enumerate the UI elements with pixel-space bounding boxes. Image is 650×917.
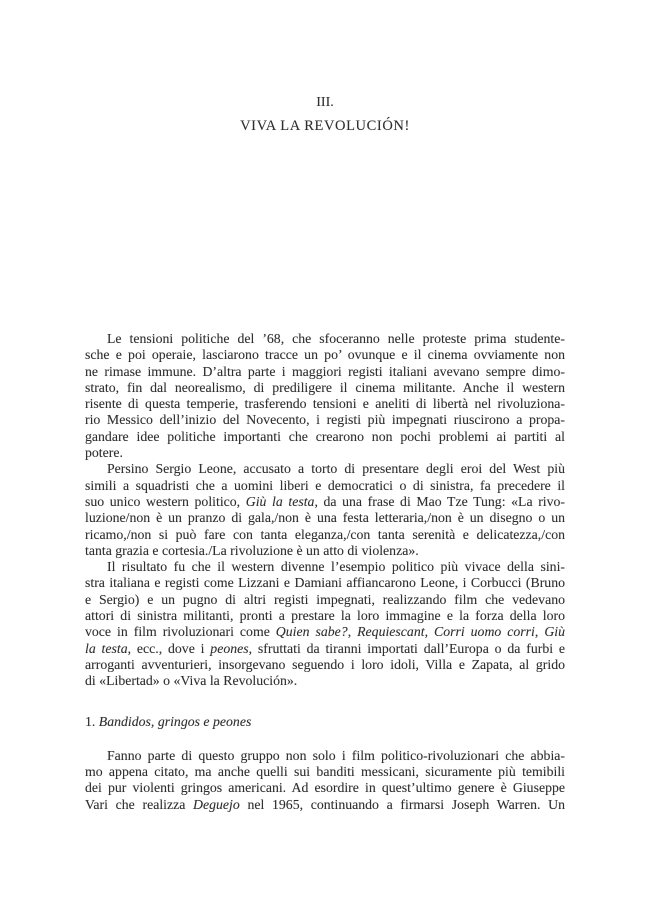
italic-text-segment: Bandidos, gringos e peones <box>98 713 252 729</box>
text-segment: dei pur violenti gringos americani. Ad esordire in quest’ultimo genere è Giuseppe <box>85 780 565 796</box>
text-line <box>85 412 565 428</box>
text-line <box>85 797 565 813</box>
italic-text-segment: Corri uomo corri <box>434 624 535 640</box>
italic-text-segment: peones <box>210 640 249 656</box>
text-line <box>85 461 565 477</box>
text-line <box>85 780 565 796</box>
text-segment: mo appena citato, ma anche quelli sui banditi messicani, sicuramente più temibili <box>85 764 565 780</box>
italic-text-segment: Giù <box>544 624 565 640</box>
text-segment: nel 1965, continuando a firmarsi Joseph Warren. Un <box>239 796 565 812</box>
text-line <box>85 429 565 445</box>
text-segment: e Sergio) e un pugno di altri registi impegnati, realizzando film che vedevano <box>85 591 565 607</box>
text-segment: attori di sinistra militanti, pronti a prestare la loro immagine e la forza della loro <box>85 608 565 624</box>
text-line <box>85 347 565 363</box>
text-segment: ne rimase immune. D’altra parte i maggiori registi italiani avevano sempre dimo- <box>85 363 565 379</box>
text-segment: suo unico western politico, <box>85 493 246 509</box>
text-line <box>85 673 565 689</box>
text-line <box>85 575 565 591</box>
text-line <box>85 764 565 780</box>
text-segment: Fanno parte di questo gruppo non solo i film politico-rivoluzionari che abbia- <box>107 747 565 763</box>
text-segment: , ecc., dove i <box>127 640 211 656</box>
text-segment: , <box>347 624 358 640</box>
text-segment: strato, fin dal neorealismo, di prediligere il cinema militante. Anche il western <box>85 379 565 395</box>
text-line <box>85 592 565 608</box>
italic-text-segment: la testa <box>85 640 128 656</box>
text-segment: tanta grazia e cortesia./La rivoluzione è un atto di violenza». <box>85 542 419 558</box>
text-line <box>85 657 565 673</box>
text-segment: Vari che realizza <box>85 796 194 812</box>
text-segment: arroganti avventurieri, insorgevano seguendo i loro idoli, Villa e Zapata, al grido <box>85 656 565 672</box>
text-line <box>85 641 565 657</box>
text-segment: risente di questa temperie, trasferendo tensioni e aneliti di libertà nel rivoluziona- <box>85 396 565 412</box>
italic-text-segment: Quien sabe? <box>275 624 348 640</box>
text-segment: rio Messico dell’inizio del Novecento, i registi più impegnati riuscirono a propa- <box>85 412 565 428</box>
text-segment: Il risultato fu che il western divenne l’esempio politico più vivace della sini- <box>107 559 565 575</box>
section-heading <box>85 714 565 730</box>
text-segment: stra italiana e registi come Lizzani e Damiani affiancarono Leone, i Corbucci (Bruno <box>85 575 565 591</box>
paragraph <box>85 559 565 689</box>
text-line <box>85 494 565 510</box>
chapter-title: VIVA LA REVOLUCIÓN! <box>240 118 410 134</box>
text-line <box>85 608 565 624</box>
text-segment: potere. <box>85 445 123 461</box>
text-segment: sche e poi operaie, lasciarono tracce un po’ ovunque e il cinema ovviamente non <box>85 347 565 363</box>
text-segment: simili a squadristi che a uomini liberi e democratici o di sinistra, fa precedere il <box>85 477 565 493</box>
text-segment: , <box>424 624 434 640</box>
text-line <box>85 559 565 575</box>
text-line <box>85 527 565 543</box>
italic-text-segment: Giù la testa <box>245 493 315 509</box>
text-line <box>85 331 565 347</box>
italic-text-segment: Requiescant <box>357 624 425 640</box>
text-segment: , sfruttati da tiranni importati dall’Europa o da furbi e <box>248 640 565 656</box>
text-segment: luzione/non è un pranzo di gala,/non è una festa letteraria,/non è un disegno o un <box>85 510 565 526</box>
text-line <box>85 748 565 764</box>
paragraph <box>85 748 565 813</box>
text-segment: 1. <box>85 713 99 729</box>
paragraph <box>85 461 565 559</box>
text-segment: ricamo,/non si può fare con tanta eleganza,/con tanta serenità e delicatezza,/con <box>85 526 565 542</box>
chapter-number: III. <box>316 95 334 110</box>
text-segment: , <box>534 624 545 640</box>
text-segment: , da una frase di Mao Tze Tung: «La rivo- <box>314 493 565 509</box>
text-line <box>85 543 565 559</box>
text-line <box>85 510 565 526</box>
text-segment: voce in film rivoluzionari come <box>85 624 276 640</box>
text-segment: Le tensioni politiche del ’68, che sfoceranno nelle proteste prima studente- <box>107 331 565 346</box>
text-line <box>85 380 565 396</box>
text-segment: Persino Sergio Leone, accusato a torto di presentare degli eroi del West più <box>107 461 565 477</box>
text-line <box>85 445 565 461</box>
italic-text-segment: Deguejo <box>193 796 240 812</box>
text-line <box>85 396 565 412</box>
text-line <box>85 624 565 640</box>
paragraph <box>85 331 565 461</box>
text-line <box>85 478 565 494</box>
text-line <box>85 364 565 380</box>
body-text <box>85 331 565 813</box>
text-segment: di «Libertad» o «Viva la Revolución». <box>85 673 298 689</box>
text-segment: gandare idee politiche importanti che crearono non pochi problemi ai partiti al <box>85 428 565 444</box>
